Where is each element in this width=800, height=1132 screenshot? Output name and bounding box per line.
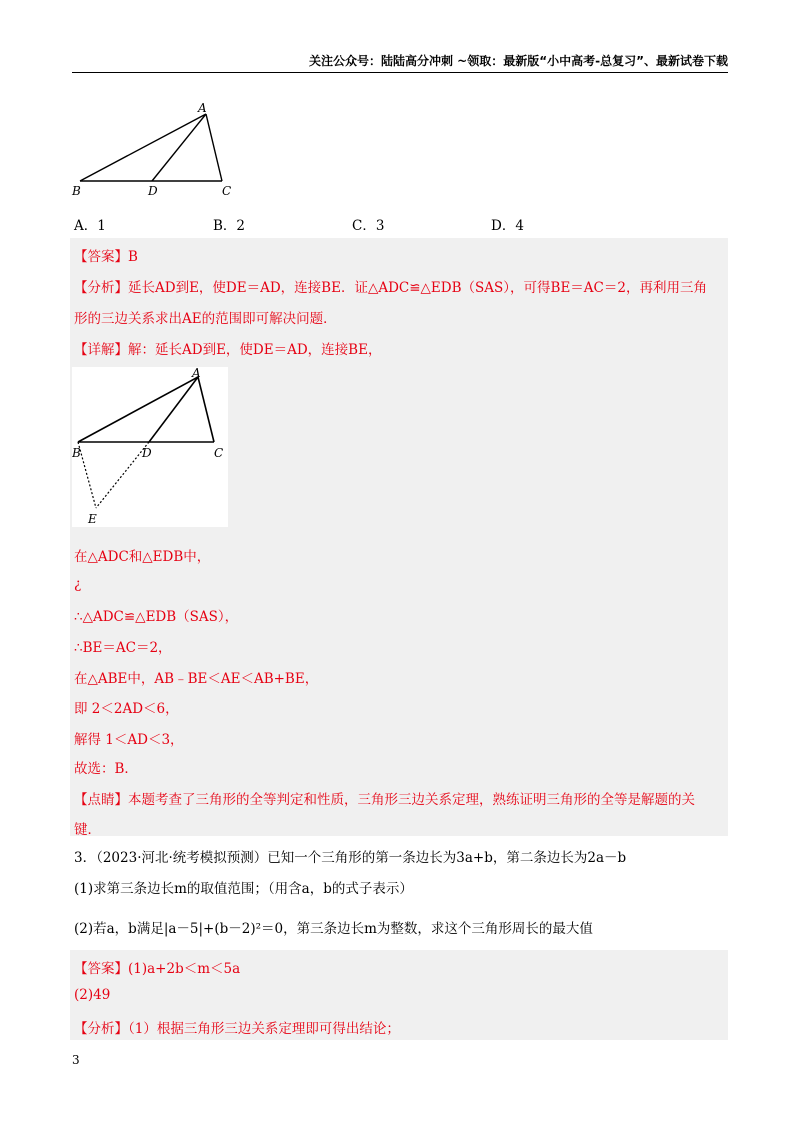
analysis-line-1: 【分析】延长AD到E，使DE＝AD，连接BE．证△ADC≌△EDB（SAS），可得BE＝AC＝2，再利用三角 xyxy=(74,280,707,296)
vertex-label-a: A xyxy=(198,101,207,115)
analysis-line-2: 形的三边关系求出AE的范围即可解决问题． xyxy=(74,311,337,327)
option-c: C．3 xyxy=(352,218,385,234)
solution-step: 解得 1＜AD＜3， xyxy=(74,732,184,748)
detail-line: 【详解】解：延长AD到E，使DE＝AD，连接BE， xyxy=(74,342,382,358)
header-divider xyxy=(72,72,728,73)
vertex-label-c: C xyxy=(222,184,232,198)
answer3-line-1: 【答案】(1)a+2b＜m＜5a xyxy=(74,961,241,977)
comment-line-1: 【点睛】本题考查了三角形的全等判定和性质，三角形三边关系定理，熟练证明三角形的全等是解题的关 xyxy=(74,792,695,808)
question-3-part-2: (2)若a，b满足|a－5|+(b－2)²＝0，第三条边长m为整数，求这个三角形周长的最大值 xyxy=(74,921,593,937)
page-header: 关注公众号：陆陆高分冲刺 ~领取：最新版“小中高考-总复习”、最新试卷下载 xyxy=(309,54,728,68)
vertex-label-d: D xyxy=(142,446,152,460)
option-b: B．2 xyxy=(213,218,246,234)
answer-line: 【答案】B xyxy=(74,249,138,265)
vertex-label-e: E xyxy=(88,512,97,526)
solution-step: ∴BE＝AC＝2， xyxy=(74,640,172,656)
question-3-stem: 3．（2023·河北·统考模拟预测）已知一个三角形的第一条边长为3a+b，第二条边长为2a－b xyxy=(74,850,627,866)
vertex-label-c: C xyxy=(214,446,224,460)
solution-step: ∴△ADC≌△EDB（SAS）， xyxy=(74,609,239,625)
analysis3-line: 【分析】（1）根据三角形三边关系定理即可得出结论； xyxy=(74,1021,400,1037)
comment-line-2: 键． xyxy=(74,822,101,838)
vertex-label-a: A xyxy=(192,367,201,380)
solution-step: 在△ABE中，AB﹣BE＜AE＜AB+BE， xyxy=(74,671,319,687)
vertex-label-b: B xyxy=(72,446,81,460)
solution-step: 在△ADC和△EDB中， xyxy=(74,549,211,565)
page-number: 3 xyxy=(72,1053,80,1067)
triangle-figure-2 xyxy=(72,367,228,527)
answer3-line-2: (2)49 xyxy=(74,987,111,1003)
triangle-figure-1 xyxy=(68,100,238,200)
solution-step: 即 2＜2AD＜6， xyxy=(74,701,179,717)
solution-step: ¿ xyxy=(74,576,82,592)
option-d: D．4 xyxy=(491,218,524,234)
vertex-label-b: B xyxy=(72,184,81,198)
vertex-label-d: D xyxy=(148,184,158,198)
solution-step: 故选：B． xyxy=(74,761,138,777)
option-a: A．1 xyxy=(74,218,106,234)
question-3-part-1: (1)求第三条边长m的取值范围；（用含a，b的式子表示） xyxy=(74,881,413,897)
